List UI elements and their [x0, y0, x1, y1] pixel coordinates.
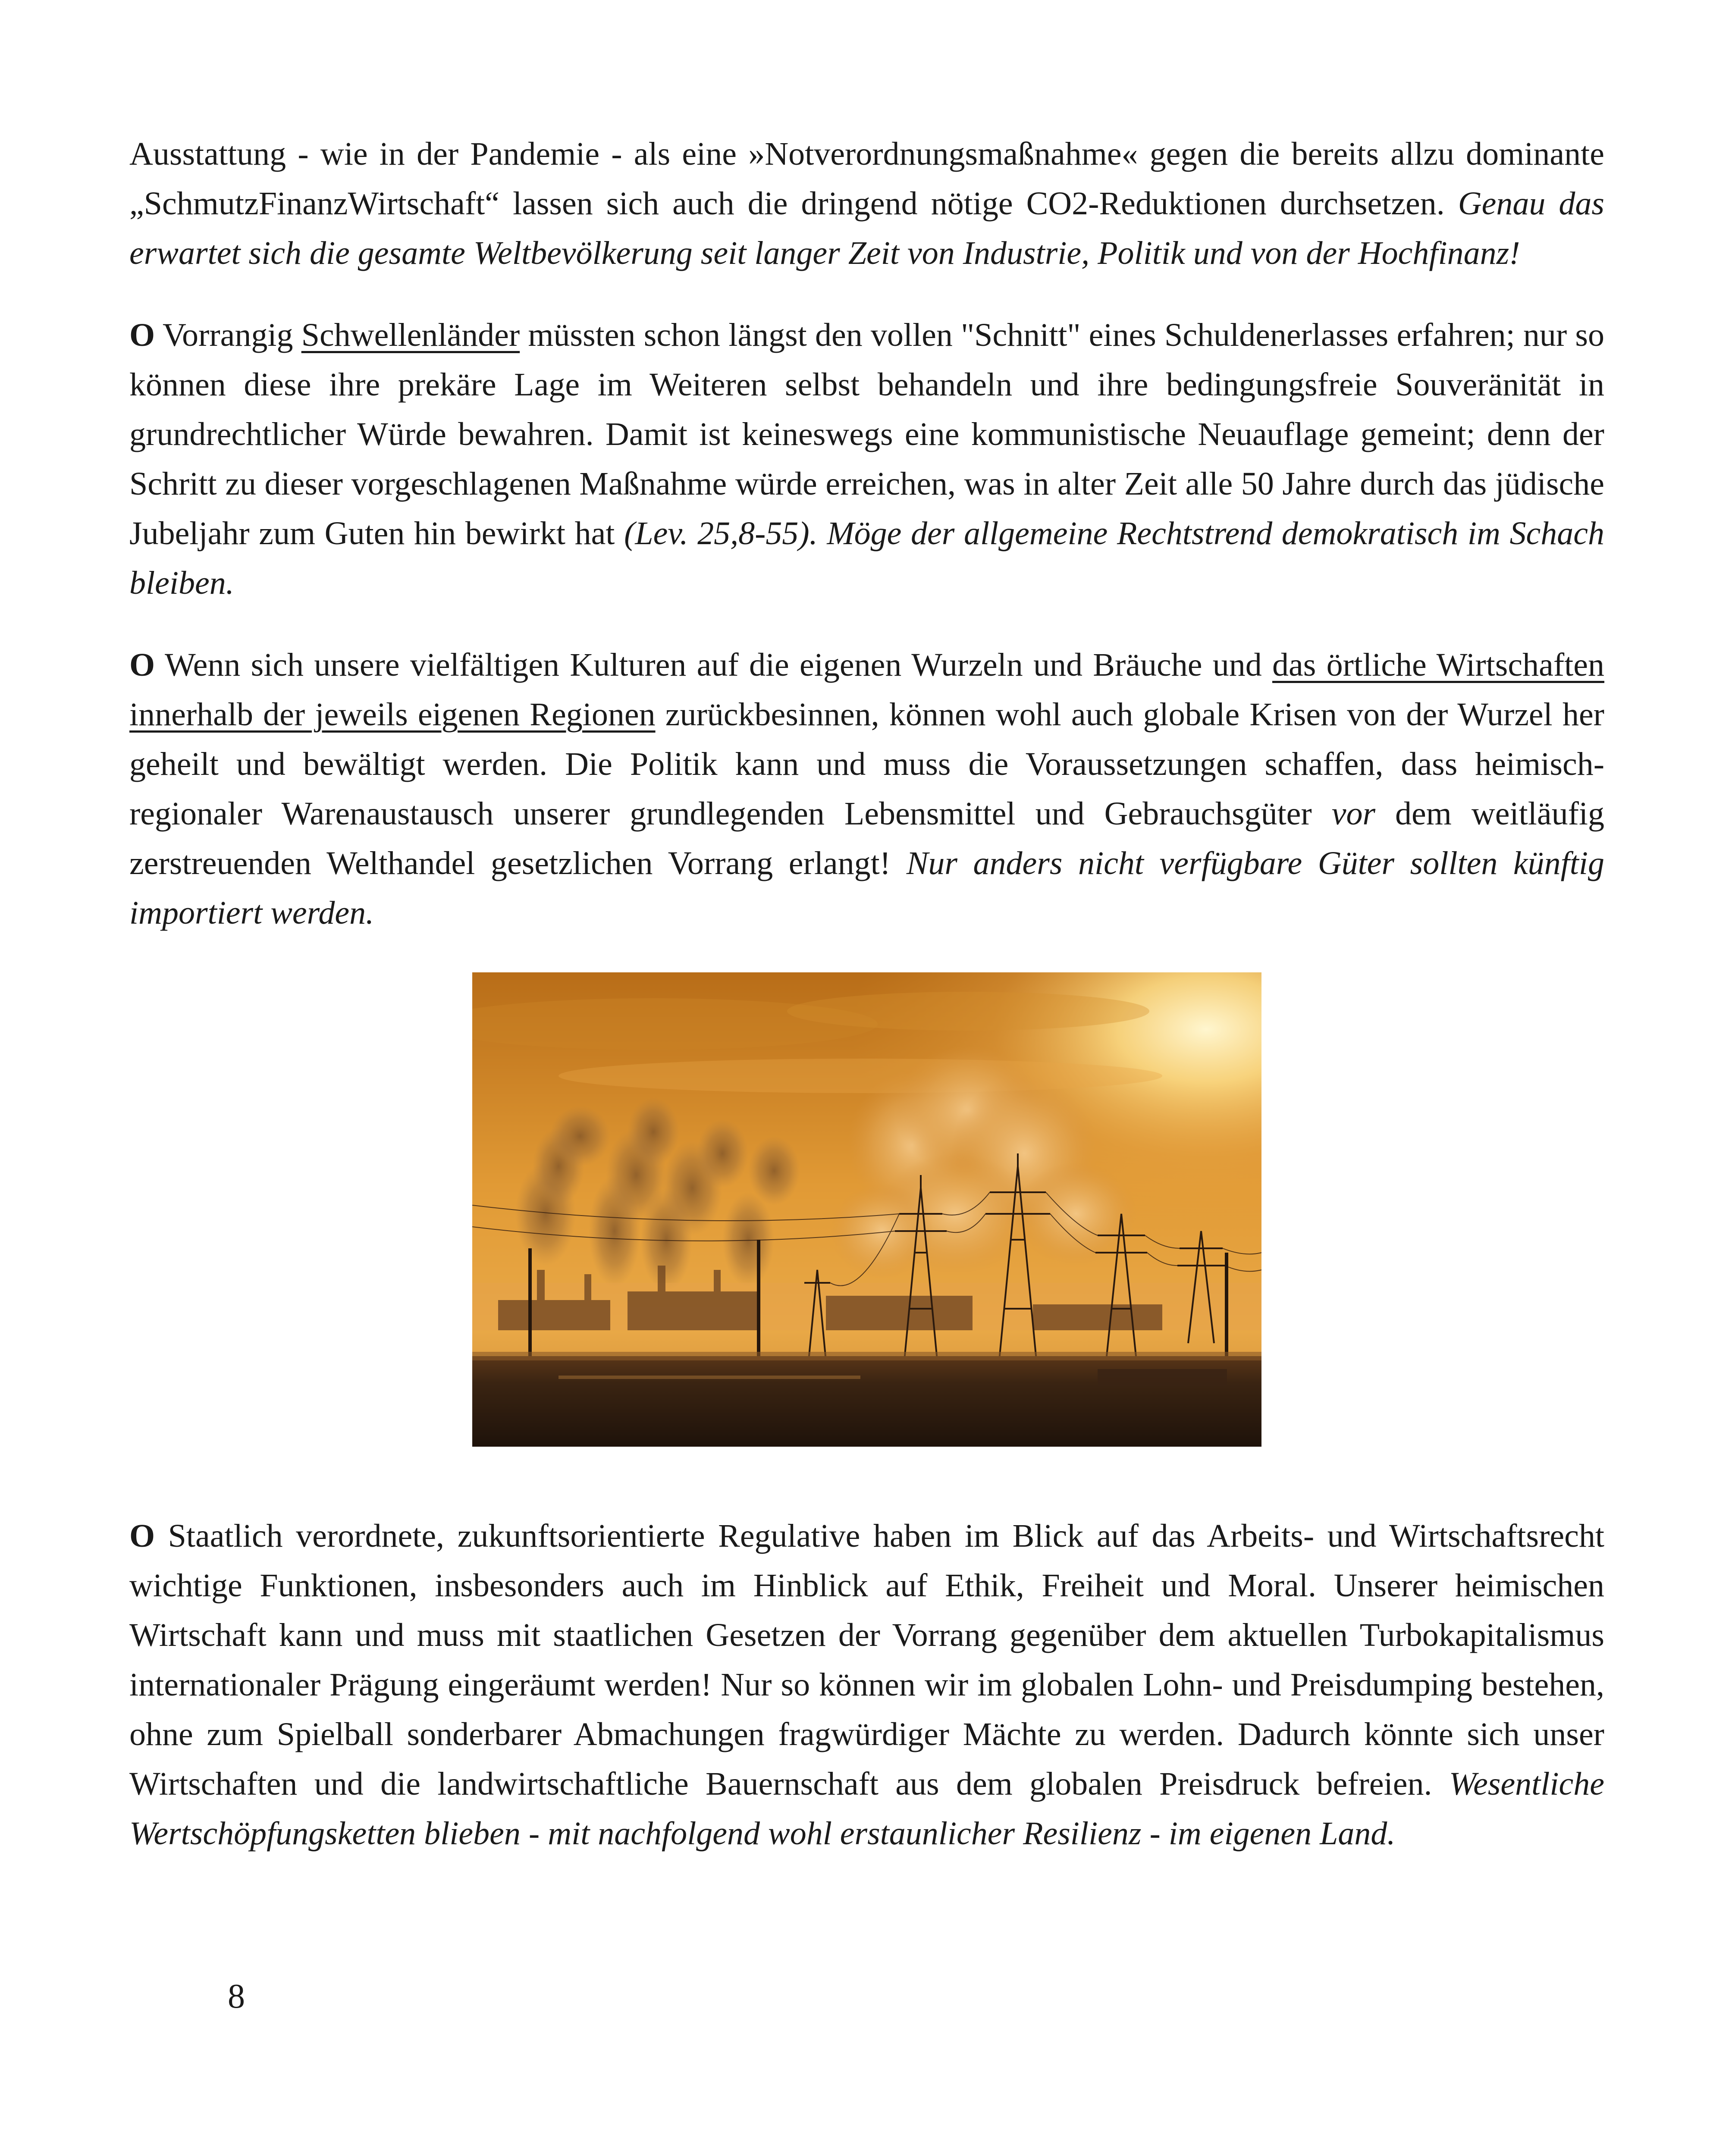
page-number: 8	[228, 1977, 245, 2015]
paragraph-1-italic: Genau das erwartet sich die gesamte Weltbevölkerung seit langer Zeit von Industrie, Politik und von der Hochfinanz!	[129, 185, 1604, 271]
underlined-phrase-regional-economy: das örtliche Wirtschaften innerhalb der jeweils eigenen Regionen	[129, 647, 1604, 733]
bullet-marker: O	[129, 1518, 155, 1554]
paragraph-3-text-c: dem weitläufig zerstreuenden Welthandel gesetzlichen Vorrang erlangt!	[129, 796, 1605, 881]
paragraph-3	[129, 640, 1604, 938]
paragraph-4-italic: Wesentliche Wertschöpfungsketten blieben - mit nachfolgend wohl erstaunlicher Resilienz - im eigenen Land.	[129, 1766, 1604, 1852]
bullet-marker: O	[129, 317, 155, 353]
paragraph-3-text-a: Wenn sich unsere vielfältigen Kulturen auf die eigenen Wurzeln und Bräuche und	[155, 647, 1273, 683]
bullet-marker: O	[129, 647, 155, 683]
paragraph-2-text-b: müssten schon längst den vollen "Schnitt" eines Schuldenerlasses erfahren; nur so können diese ihre prekäre Lage im Weiteren selbst behandeln und ihre bedingungsfreie Souveränität in grundrechtlicher Würde bewahren. Damit ist keineswegs eine kommunistische Neuauflage gemeint; denn der Schritt zu dieser vorgeschlagenen Maßnahme würde erreichen, was in alter Zeit alle 50 Jahre durch das jüdische Jubeljahr zum Guten hin bewirkt hat	[129, 317, 1604, 552]
paragraph-4-text: Staatlich verordnete, zukunftsorientierte Regulative haben im Blick auf das Arbeits- und Wirtschaftsrecht wichtige Funktionen, insbesonders auch im Hinblick auf Ethik, Freiheit und Moral. Unserer heimischen Wirtschaft kann und muss mit staatlichen Gesetzen der Vorrang gegenüber dem aktuellen Turbokapitalismus internationaler Prägung eingeräumt werden! Nur so können wir im globalen Lohn- und Preisdumping bestehen, ohne zum Spielball sonderbarer Abmachungen fragwürdiger Mächte zu werden. Dadurch könnte sich unser Wirtschaften und die landwirtschaftliche Bauernschaft aus dem globalen Preisdruck befreien.	[129, 1518, 1604, 1802]
paragraph-1	[129, 129, 1604, 278]
paragraph-2-text-a: Vorrangig	[155, 317, 301, 353]
paragraph-1-text: Ausstattung - wie in der Pandemie - als eine »Notverordnungsmaßnahme« gegen die bereits allzu dominante „SchmutzFinanzWirtschaft“ lassen sich auch die dringend nötige CO2-Reduktionen durchsetzen.	[129, 136, 1604, 222]
paragraph-2-italic: (Lev. 25,8-55). Möge der allgemeine Rechtstrend demokratisch im Schach bleiben.	[129, 515, 1604, 601]
paragraph-3-italic: Nur anders nicht verfügbare Güter sollten künftig importiert werden.	[129, 845, 1604, 931]
document-page	[129, 129, 1604, 1891]
paragraph-3-italic-vor: vor	[1331, 796, 1376, 832]
paragraph-4	[129, 1511, 1604, 1858]
photo-illustration	[472, 972, 1261, 1447]
paragraph-2	[129, 310, 1604, 608]
paragraph-3-text-b: zurückbesinnen, können wohl auch globale Krisen von der Wurzel her geheilt und bewältigt werden. Die Politik kann und muss die Voraussetzungen schaffen, dass heimisch-regionaler Warenaustausch unserer grundlegenden Lebensmittel und Gebrauchsgüter	[129, 696, 1604, 832]
underlined-term-schwellenlaender: Schwellenländer	[301, 317, 520, 353]
industrial-sunset-photo	[472, 972, 1261, 1447]
